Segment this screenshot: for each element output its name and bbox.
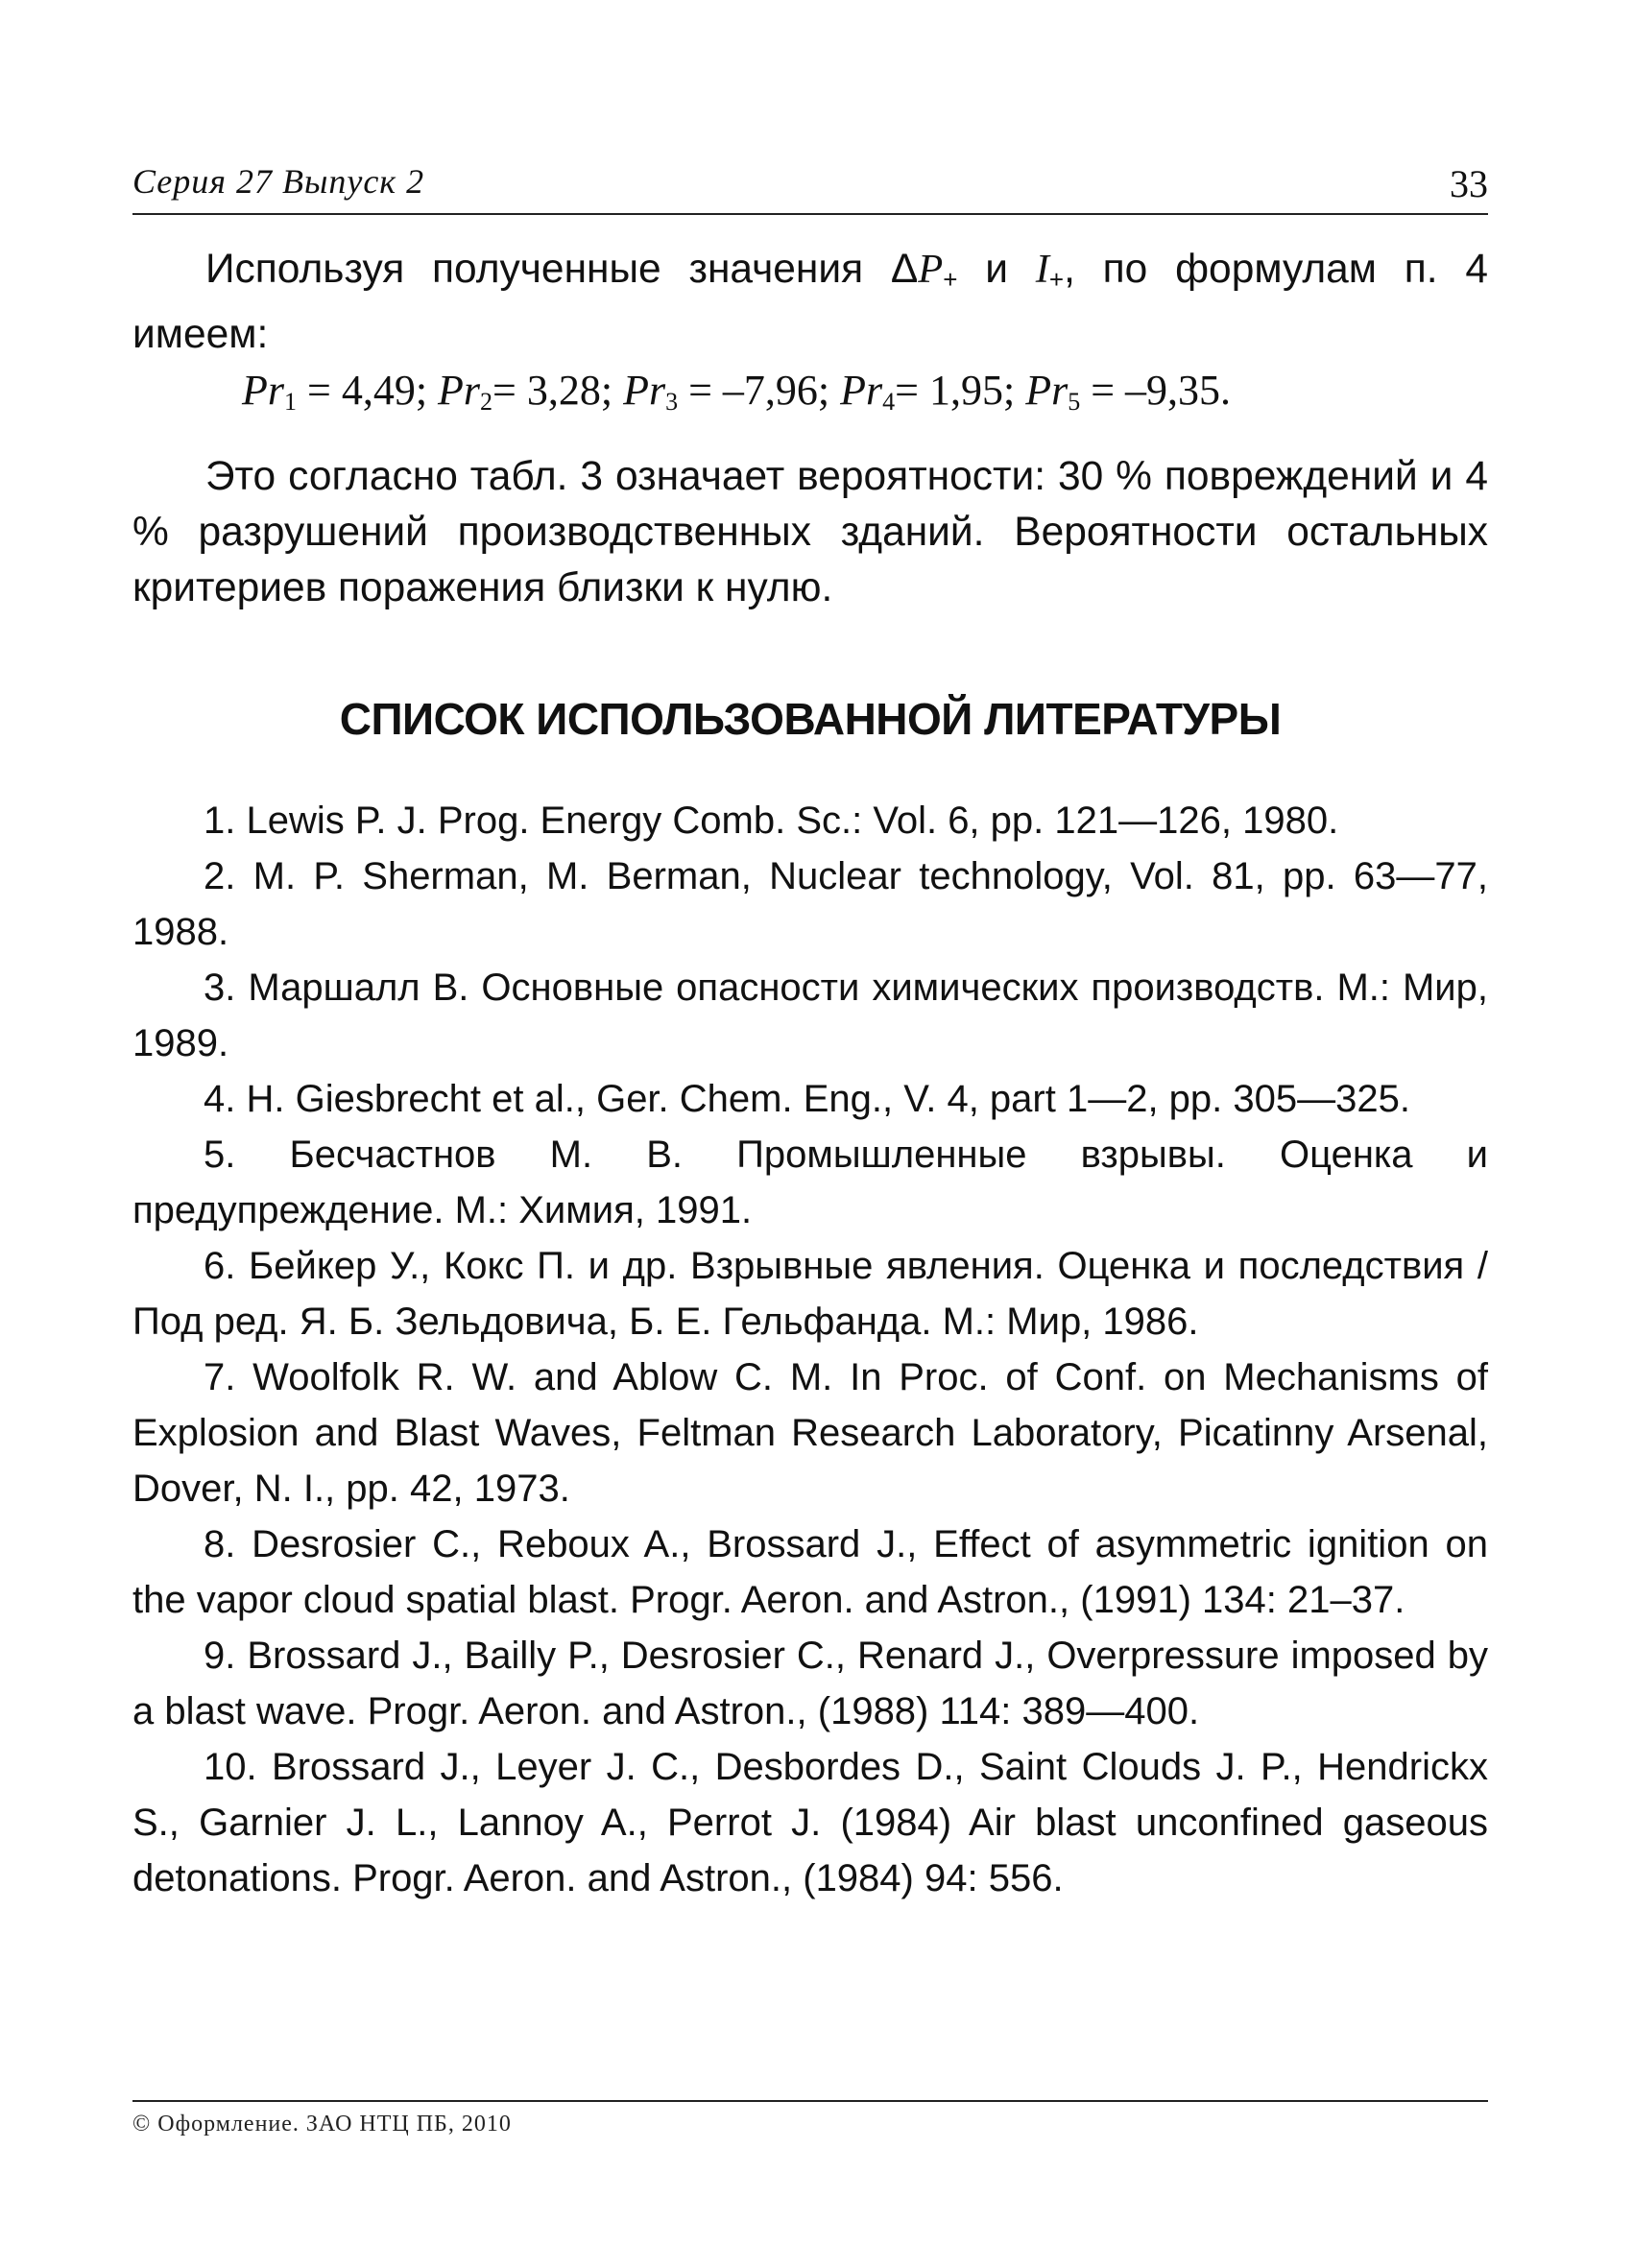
header-rule <box>132 213 1488 215</box>
formula-term-name: Pr <box>840 367 883 414</box>
reference-text: Маршалл В. Основные опасности химических производств. М.: Мир, 1989. <box>132 967 1488 1064</box>
reference-number: 6. <box>204 1245 250 1287</box>
reference-item <box>132 1238 1488 1349</box>
formula-term-value: = –9,35. <box>1080 367 1232 414</box>
intro-paragraph <box>132 242 1488 363</box>
formula-term-name: Pr <box>242 367 284 414</box>
delta-p-var: P <box>918 247 944 292</box>
intro-text-before: Используя полученные значения Δ <box>205 247 919 292</box>
impulse-var: I <box>1035 247 1049 292</box>
formula-term-value: = –7,96; <box>678 367 841 414</box>
formula-term-name: Pr <box>1025 367 1069 414</box>
reference-list <box>132 793 1488 1906</box>
reference-item <box>132 793 1488 848</box>
reference-text: Бейкер У., Кокс П. и др. Взрывные явления. Оценка и последствия / Под ред. Я. Б. Зельдовича, Б. Е. Гельфанда. М.: Мир, 1986. <box>132 1245 1488 1343</box>
delta-p-sub: + <box>943 265 958 294</box>
formula-term-value: = 3,28; <box>492 367 624 414</box>
reference-number: 10. <box>204 1746 273 1788</box>
reference-text: Brossard J., Bailly P., Desrosier C., Renard J., Overpressure imposed by a blast wave. Progr. Aeron. and Astron., (1988) 114: 389—400. <box>132 1635 1488 1732</box>
formula-term <box>242 367 438 414</box>
reference-number: 2. <box>204 855 253 897</box>
impulse-sub: + <box>1048 265 1065 294</box>
formula-term-index: 4 <box>882 388 896 416</box>
reference-item <box>132 1127 1488 1238</box>
formula-term <box>1025 367 1231 414</box>
probit-formula <box>242 363 1231 430</box>
reference-text: Бесчастнов М. В. Промышленные взрывы. Оценка и предупреждение. М.: Химия, 1991. <box>132 1134 1488 1231</box>
reference-number: 5. <box>204 1134 290 1176</box>
reference-number: 7. <box>204 1356 253 1398</box>
footer-rule <box>132 2100 1488 2102</box>
formula-term-value: = 1,95; <box>895 367 1026 414</box>
running-head <box>132 161 1488 211</box>
reference-item <box>132 1739 1488 1906</box>
reference-text: M. P. Sherman, M. Berman, Nuclear technology, Vol. 81, pp. 63—77, 1988. <box>132 855 1488 953</box>
formula-term-index: 1 <box>284 388 297 416</box>
reference-item <box>132 960 1488 1071</box>
conclusion-paragraph: Это согласно табл. 3 означает вероятности: 30 % повреждений и 4 % разрушений производственных зданий. Вероятности остальных критериев поражения близки к нулю. <box>132 454 1488 610</box>
reference-number: 9. <box>204 1635 248 1677</box>
intro-and: и <box>957 247 1036 292</box>
formula-term-index: 5 <box>1068 388 1081 416</box>
reference-item <box>132 1349 1488 1516</box>
section-title: СПИСОК ИСПОЛЬЗОВАННОЙ ЛИТЕРАТУРЫ <box>339 694 1282 744</box>
reference-number: 3. <box>204 967 249 1009</box>
formula-term <box>438 367 623 414</box>
reference-text: Lewis P. J. Prog. Energy Comb. Sc.: Vol. 6, pp. 121—126, 1980. <box>246 800 1339 842</box>
intro-text-after: , по формулам п. 4 имеем: <box>132 247 1489 357</box>
formula-term <box>840 367 1025 414</box>
footer-copyright: © Оформление. ЗАО НТЦ ПБ, 2010 <box>132 2112 512 2137</box>
formula-term-value: = 4,49; <box>297 367 439 414</box>
formula-term-index: 2 <box>480 388 493 416</box>
reference-text: Woolfolk R. W. and Ablow C. M. In Proc. of Conf. on Mechanisms of Explosion and Blast Waves, Feltman Research Laboratory, Picatinny Arsenal, Dover, N. I., pp. 42, 1973. <box>132 1356 1488 1510</box>
formula-term-name: Pr <box>438 367 481 414</box>
formula-term-index: 3 <box>665 388 679 416</box>
formula-term-name: Pr <box>623 367 666 414</box>
page-number: 33 <box>1450 162 1488 205</box>
reference-item <box>132 1071 1488 1127</box>
formula-term <box>623 367 840 414</box>
reference-number: 4. <box>204 1078 247 1120</box>
reference-number: 8. <box>204 1523 252 1565</box>
reference-text: Desrosier C., Reboux A., Brossard J., Effect of asymmetric ignition on the vapor cloud spatial blast. Progr. Aeron. and Astron., (1991) 134: 21–37. <box>132 1523 1488 1621</box>
reference-text: H. Giesbrecht et al., Ger. Chem. Eng., V. 4, part 1—2, pp. 305—325. <box>246 1078 1410 1120</box>
reference-item <box>132 1628 1488 1739</box>
reference-item <box>132 848 1488 960</box>
reference-text: Brossard J., Leyer J. C., Desbordes D., Saint Clouds J. P., Hendrickx S., Garnier J. L., Lannoy A., Perrot J. (1984) Air blast unconfined gaseous detonations. Progr. Aeron. and Astron., (1984) 94: 556. <box>132 1746 1488 1899</box>
series-label: Серия 27 Выпуск 2 <box>132 162 425 201</box>
reference-number: 1. <box>204 800 247 842</box>
reference-item <box>132 1516 1488 1628</box>
